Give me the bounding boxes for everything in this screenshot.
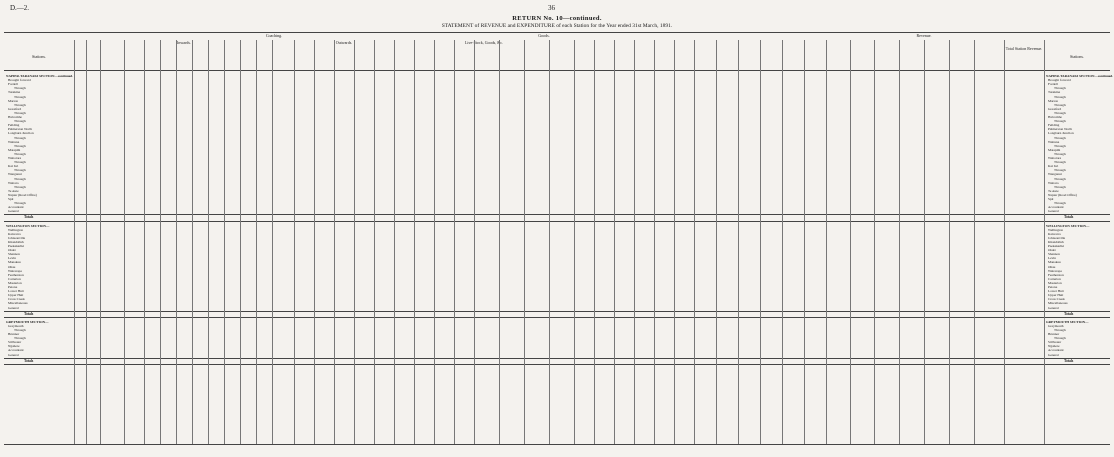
station-name: Manakau: [1048, 260, 1061, 265]
station-name: Through: [14, 201, 26, 206]
station-name: Stillwater: [1048, 340, 1062, 345]
goods-header: Goods.: [538, 33, 550, 38]
section-heading: NAPIER-TARANAKI SECTION—continued.: [6, 74, 74, 78]
station-name: Through: [1054, 143, 1066, 148]
station-name: Through: [14, 119, 26, 124]
station-name: Longburn Junction: [1048, 131, 1074, 136]
station-name: Turakina: [1048, 90, 1061, 95]
station-name: Kaiwarra: [1048, 231, 1061, 236]
station-name: Brunner: [8, 332, 20, 336]
station-name: Fordell: [8, 82, 18, 87]
station-name: Turakina: [8, 90, 21, 95]
station-name: Masterton: [8, 280, 22, 285]
station-name: Khandallah: [1048, 239, 1064, 244]
station-name: Palmerston North: [8, 127, 33, 132]
station-name: Lower Hutt: [1048, 289, 1064, 294]
station-name: Matapihi: [1048, 147, 1061, 152]
station-name: Khandallah: [8, 239, 24, 244]
station-name: General: [1048, 209, 1059, 214]
station-name: Longburn Junction: [8, 131, 34, 136]
return-subtitle: STATEMENT of REVENUE and EXPENDITURE of each Station for the Year ended 31st March, 1891.: [441, 23, 673, 29]
section-totals-label: Totals: [1064, 358, 1074, 363]
station-name: Through: [1054, 160, 1066, 165]
station-name: Levin: [8, 256, 16, 261]
station-name: Marton: [8, 98, 18, 103]
station-name: Greymouth: [8, 323, 24, 328]
outwards-header: Outwards.: [335, 40, 353, 45]
station-name: Greatford: [1048, 106, 1062, 111]
section-totals-label: Totals: [24, 215, 34, 220]
station-name: Through: [14, 110, 26, 115]
stations-column-left: [4, 32, 74, 447]
station-name: Kai Iwi: [1048, 164, 1059, 169]
station-name: Through: [14, 102, 26, 107]
station-name: Kai Iwi: [8, 164, 19, 169]
return-title: RETURN No. 10—continued.: [512, 15, 602, 22]
station-name: General: [8, 209, 19, 214]
station-name: Matapihi: [8, 147, 21, 152]
station-name: Accountant: [8, 205, 24, 210]
station-name: Waitotara: [8, 156, 22, 160]
section-totals-label: Totals: [1064, 215, 1074, 220]
station-name: Johnsonville: [8, 235, 26, 240]
revenue-header: Revenue.: [916, 33, 932, 38]
station-name: General: [8, 352, 19, 357]
station-name: Palmerston North: [1048, 127, 1073, 132]
station-name: Feilding: [8, 123, 20, 128]
station-name: Masterton: [1048, 280, 1062, 285]
station-name: Te Aute: [1048, 188, 1059, 193]
section-heading: GREYMOUTH SECTION—: [1046, 319, 1089, 324]
station-name: Accountant: [1048, 205, 1064, 210]
section-heading: WELLINGTON SECTION—: [6, 223, 50, 228]
station-name: Featherston: [1048, 272, 1064, 277]
station-name: Spit: [1048, 197, 1054, 201]
station-name: Through: [1054, 176, 1066, 181]
stations-header: Stations.: [32, 54, 46, 59]
station-name: Paekakariki: [1048, 244, 1065, 248]
total-revenue-header: Total Station Revenue.: [1005, 46, 1043, 51]
page-ref: D.—2.: [10, 4, 30, 12]
station-name: Through: [1054, 86, 1066, 91]
stations-header-right: Stations.: [1070, 54, 1084, 59]
station-name: Through: [1054, 119, 1066, 124]
station-name: Waituna: [8, 139, 20, 144]
station-name: Johnsonville: [1048, 235, 1066, 240]
station-name: Through: [1054, 201, 1066, 206]
page-number: 36: [548, 4, 555, 12]
section-totals-label: Totals: [1064, 311, 1074, 316]
station-name: Wanganui: [1048, 172, 1062, 177]
station-name: Brought forward: [8, 78, 31, 83]
station-name: Carterton: [1048, 276, 1061, 281]
station-name: Cross Creek: [1048, 297, 1065, 302]
station-name: Through: [14, 184, 26, 189]
station-name: Through: [14, 135, 26, 140]
station-name: Upper Hutt: [1048, 293, 1064, 298]
station-name: Through: [1054, 110, 1066, 115]
station-name: Petone: [8, 285, 18, 289]
station-name: Through: [1054, 336, 1066, 341]
station-name: Through: [14, 143, 26, 148]
station-name: Spit: [8, 197, 14, 201]
station-name: Feilding: [1048, 123, 1060, 128]
station-name: Waituna: [1048, 139, 1060, 144]
station-name: General: [1048, 352, 1059, 357]
station-name: Through: [14, 151, 26, 156]
section-heading: WELLINGTON SECTION—: [1046, 223, 1090, 228]
station-name: Fordell: [1048, 82, 1058, 87]
station-name: Upper Hutt: [8, 293, 24, 298]
coaching-header: Coaching.: [265, 33, 283, 38]
station-name: Halcombe: [8, 115, 22, 119]
station-name: Through: [1054, 151, 1066, 156]
station-name: Petone: [1048, 285, 1058, 289]
station-name: Levin: [1048, 256, 1056, 261]
station-name: Wellington: [8, 227, 23, 232]
station-name: Halcombe: [1048, 115, 1062, 119]
station-name: Through: [14, 168, 26, 173]
station-name: Greatford: [8, 106, 22, 111]
station-name: Through: [1054, 94, 1066, 99]
station-name: Accountant: [8, 348, 24, 353]
station-name: Through: [14, 94, 26, 99]
station-name: Through: [1054, 327, 1066, 332]
station-name: Through: [1054, 168, 1066, 173]
station-name: Waitara: [8, 180, 19, 185]
station-name: Napier (Road Office): [8, 192, 37, 197]
station-name: Through: [1054, 135, 1066, 140]
station-name: General: [1048, 305, 1059, 310]
inwards-header: Inwards.: [177, 40, 191, 45]
station-name: Waitotara: [1048, 156, 1062, 160]
station-name: Napier (Road Office): [1048, 192, 1077, 197]
section-totals-label: Totals: [24, 311, 34, 316]
station-name: Marton: [1048, 98, 1058, 103]
station-name: Otaki: [8, 248, 16, 253]
station-name: Through: [14, 86, 26, 91]
section-totals-label: Totals: [24, 358, 34, 363]
statement-table: [4, 32, 1114, 447]
station-name: Cross Creek: [8, 297, 25, 302]
station-name: Ngahere: [1048, 344, 1060, 349]
station-name: Shannon: [8, 252, 20, 257]
station-name: Otaki: [1048, 248, 1056, 253]
station-name: Te Aute: [8, 188, 19, 193]
stations-column-right: [1044, 32, 1114, 447]
station-name: Brunner: [1048, 332, 1060, 336]
station-name: Greymouth: [1048, 323, 1064, 328]
station-name: Kaiwarra: [8, 231, 21, 236]
station-name: Through: [14, 160, 26, 165]
station-name: Wairarapa: [8, 268, 22, 273]
station-name: Through: [14, 327, 26, 332]
station-name: Stillwater: [8, 340, 22, 345]
section-heading: NAPIER-TARANAKI SECTION—continued.: [1046, 74, 1114, 78]
station-name: Brought forward: [1048, 78, 1071, 83]
station-name: Featherston: [8, 272, 24, 277]
station-name: Lower Hutt: [8, 289, 24, 294]
station-name: Miscellaneous: [8, 301, 28, 306]
station-name: Through: [14, 336, 26, 341]
section-heading: GREYMOUTH SECTION—: [6, 319, 49, 324]
station-name: Shannon: [1048, 252, 1060, 257]
station-name: Through: [1054, 184, 1066, 189]
station-name: Ohau: [8, 264, 16, 269]
station-name: Paekakariki: [8, 244, 25, 248]
station-name: Manakau: [8, 260, 21, 265]
station-name: Wairarapa: [1048, 268, 1062, 273]
tonnage-header: Live-Stock, Goods, &c.: [464, 40, 504, 45]
station-name: Carterton: [8, 276, 21, 281]
station-name: Ohau: [1048, 264, 1056, 269]
station-name: Through: [14, 176, 26, 181]
station-name: General: [8, 305, 19, 310]
station-name: Ngahere: [8, 344, 20, 349]
station-name: Miscellaneous: [1048, 301, 1068, 306]
station-name: Waitara: [1048, 180, 1059, 185]
station-name: Through: [1054, 102, 1066, 107]
station-name: Wanganui: [8, 172, 22, 177]
station-name: Wellington: [1048, 227, 1063, 232]
station-name: Accountant: [1048, 348, 1064, 353]
